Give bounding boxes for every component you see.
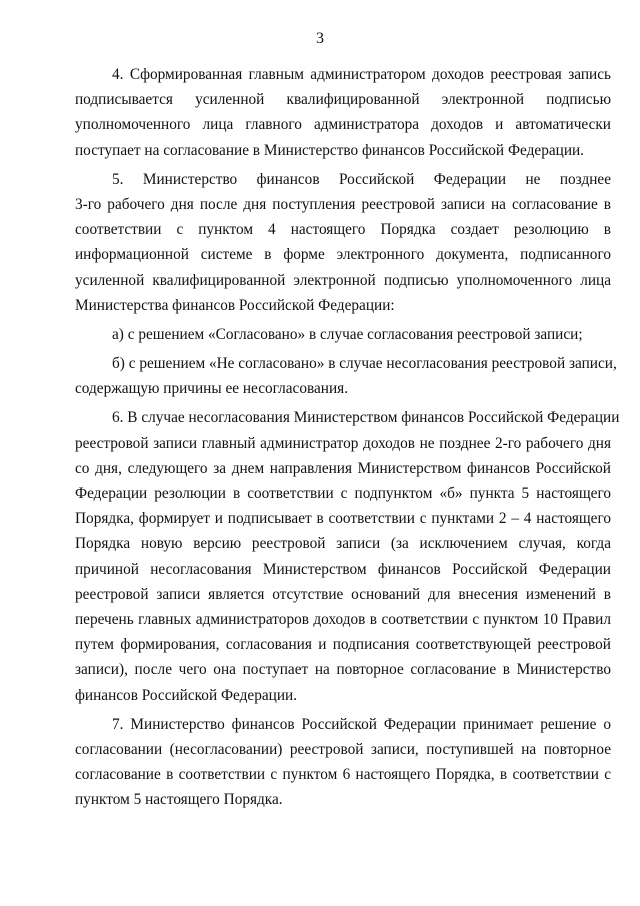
paragraph-6	[75, 405, 620, 707]
text-line: согласовании (несогласовании) реестровой записи, поступившей на повторное	[75, 740, 611, 758]
text-line: содержащую причины ее несогласования.	[75, 380, 349, 398]
text-line: подписывается усиленной квалифицированной электронной подписью	[75, 91, 611, 109]
text-line: согласование в соответствии с пунктом 6 настоящего Порядка, в соответствии с	[75, 766, 611, 784]
text-line: перечень главных администраторов доходов в соответствии с пунктом 10 Правил	[75, 610, 611, 628]
text-line: 7. Министерство финансов Российской Федерации принимает решение о	[112, 715, 611, 733]
subitem-a	[75, 322, 611, 347]
text-line: уполномоченного лица главного администратора доходов и автоматически	[75, 116, 611, 134]
text-line: 3-го рабочего дня после дня поступления реестровой записи на согласование в	[75, 195, 611, 213]
text-line: Федерации резолюции в соответствии с подпунктом «б» пункта 5 настоящего	[75, 485, 611, 502]
text-line: пунктом 5 настоящего Порядка.	[75, 791, 283, 809]
paragraph-4	[75, 62, 611, 163]
text-line: записи), после чего она поступает на повторное согласование в Министерство	[75, 661, 611, 679]
document-body	[75, 62, 620, 812]
text-line: Порядка, формирует и подписывает в соответствии с пунктами 2 – 4 настоящего	[75, 510, 611, 528]
text-line: финансов Российской Федерации.	[75, 686, 298, 704]
text-line: усиленной квалифицированной электронной подписью уполномоченного лица	[75, 271, 611, 289]
text-line: 4. Сформированная главным администратором доходов реестровая запись	[112, 66, 611, 83]
text-line: 5. Министерство финансов Российской Федерации не позднее	[112, 170, 611, 188]
text-line: Порядка новую версию реестровой записи (за исключением случая, когда	[75, 535, 611, 553]
paragraph-5	[75, 167, 611, 318]
text-line: информационной системе в форме электронного документа, подписанного	[75, 246, 611, 264]
text-line: путем формирования, согласования и подписания соответствующей реестровой	[75, 636, 611, 654]
paragraph-7	[75, 712, 611, 813]
text-line: реестровой записи является отсутствие оснований для внесения изменений в	[75, 585, 611, 603]
text-line: соответствии с пунктом 4 настоящего Порядка создает резолюцию в	[75, 221, 611, 239]
text-line: со дня, следующего за днем направления Министерством финансов Российской	[75, 459, 611, 477]
subitem-b	[75, 351, 617, 401]
text-line: а) с решением «Согласовано» в случае согласования реестровой записи;	[112, 325, 583, 343]
text-line: поступает на согласование в Министерство финансов Российской Федерации.	[75, 141, 585, 159]
page-number: 3	[316, 30, 324, 47]
text-line: 6. В случае несогласования Министерством финансов Российской Федерации	[112, 409, 620, 427]
text-line: причиной несогласования Министерством финансов Российской Федерации	[75, 560, 611, 578]
text-line: реестровой записи главный администратор доходов не позднее 2-го рабочего дня	[75, 434, 611, 452]
text-line: Министерства финансов Российской Федерации:	[75, 296, 395, 314]
text-line: б) с решением «Не согласовано» в случае несогласования реестровой записи,	[112, 355, 617, 373]
